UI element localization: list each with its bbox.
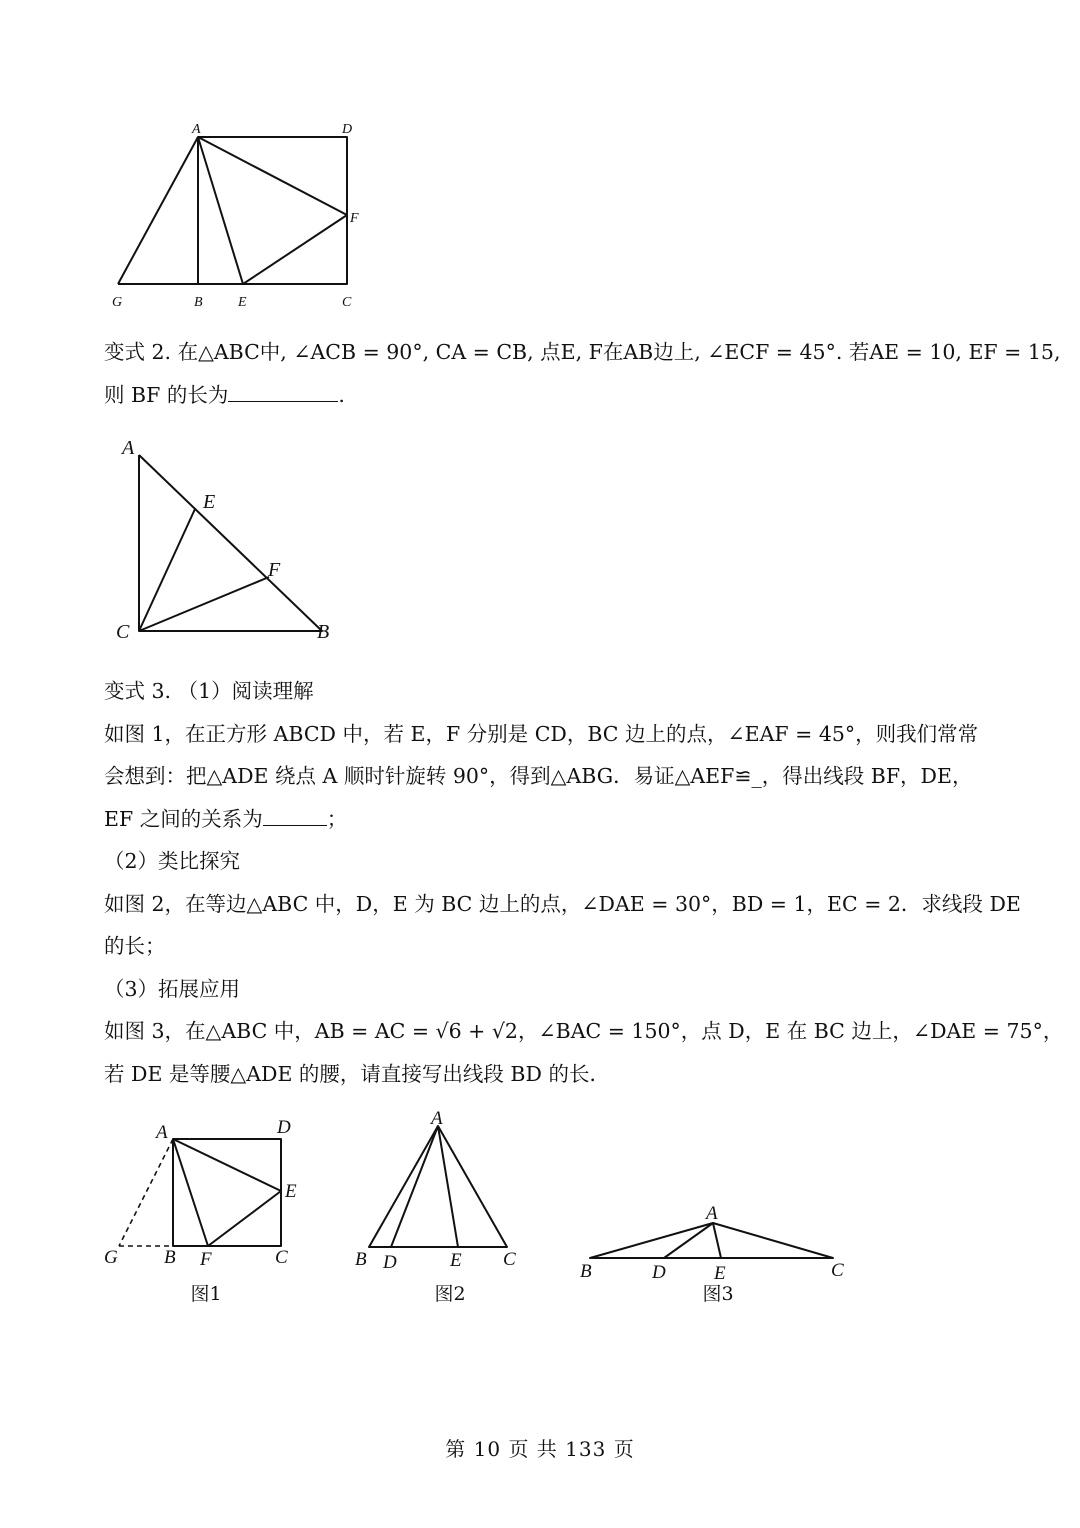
segment-af bbox=[173, 1139, 208, 1246]
figure-3-obtuse-triangle bbox=[570, 1195, 860, 1285]
segment-ce bbox=[139, 509, 195, 631]
figure-1-caption: 图1 bbox=[190, 1283, 222, 1305]
label-e: E bbox=[285, 1181, 297, 1202]
label-b: B bbox=[580, 1261, 592, 1282]
segment-ae bbox=[713, 1223, 721, 1258]
figure-triangle-acb bbox=[110, 432, 350, 647]
label-a: A bbox=[192, 122, 201, 137]
triangle-abc bbox=[369, 1126, 507, 1247]
variant3-p3-line2: 若 DE 是等腰△ADE 的腰，请直接写出线段 BD 的长． bbox=[104, 1062, 610, 1086]
variant3-semicolon: ； bbox=[326, 807, 348, 831]
label-c: C bbox=[342, 295, 352, 310]
label-g: G bbox=[112, 295, 123, 310]
segment-ag-dashed bbox=[119, 1139, 173, 1246]
segment-ef bbox=[243, 215, 347, 284]
variant3-p1-line2: 会想到：把△ADE 绕点 A 顺时针旋转 90°，得到△ABG．易证△AEF≌_，得出线段 BF，DE， bbox=[104, 764, 973, 788]
variant3-p2-line1: 如图 2，在等边△ABC 中，D，E 为 BC 边上的点，∠DAE = 30°，BD = 1，EC = 2．求线段 DE bbox=[104, 892, 1021, 916]
label-f: F bbox=[200, 1249, 212, 1270]
label-f: F bbox=[268, 559, 281, 581]
variant2-period: . bbox=[338, 383, 345, 407]
variant2-question: 则 BF 的长为 bbox=[104, 383, 229, 407]
segment-ag bbox=[118, 137, 198, 284]
label-d: D bbox=[342, 122, 353, 137]
label-d: D bbox=[652, 1262, 666, 1283]
figure-2-equilateral bbox=[345, 1102, 535, 1277]
square-abcd bbox=[173, 1139, 281, 1246]
label-b: B bbox=[164, 1247, 176, 1268]
page-footer: 第 10 页 共 133 页 bbox=[445, 1437, 635, 1461]
label-b: B bbox=[355, 1249, 367, 1270]
answer-blank-relation[interactable] bbox=[263, 805, 327, 826]
variant2-line1: 变式 2. 在△ABC中, ∠ACB = 90°, CA = CB, 点E, F在AB边上, ∠ECF = 45°. 若AE = 10, EF = 15, bbox=[104, 340, 1061, 364]
label-c: C bbox=[503, 1249, 516, 1270]
label-a: A bbox=[431, 1108, 443, 1129]
label-f: F bbox=[350, 211, 359, 226]
label-c: C bbox=[275, 1247, 288, 1268]
segment-fe bbox=[208, 1191, 281, 1246]
figure-square-abcd-top bbox=[100, 115, 380, 320]
segment-af bbox=[198, 137, 347, 215]
segment-ae bbox=[198, 137, 243, 284]
label-c: C bbox=[116, 621, 130, 643]
variant3-relation-question: EF 之间的关系为 bbox=[104, 807, 263, 831]
label-e: E bbox=[714, 1263, 726, 1284]
label-c: C bbox=[831, 1260, 844, 1281]
label-e: E bbox=[238, 295, 247, 310]
label-d: D bbox=[277, 1117, 291, 1138]
label-e: E bbox=[203, 491, 216, 513]
variant3-sub3-heading: （3）拓展应用 bbox=[104, 977, 241, 1001]
figure-3-caption: 图3 bbox=[702, 1283, 734, 1305]
label-d: D bbox=[383, 1252, 397, 1273]
triangle-abc bbox=[590, 1223, 833, 1258]
variant3-sub2-heading: （2）类比探究 bbox=[104, 849, 241, 873]
variant2-line2 bbox=[104, 380, 345, 410]
label-a: A bbox=[156, 1122, 168, 1143]
label-a: A bbox=[706, 1203, 718, 1224]
segment-cf bbox=[139, 577, 269, 631]
label-e: E bbox=[450, 1250, 462, 1271]
label-b: B bbox=[194, 295, 203, 310]
label-g: G bbox=[104, 1247, 118, 1268]
variant3-p2-line2: 的长； bbox=[104, 934, 166, 958]
segment-ad bbox=[664, 1223, 713, 1258]
triangle-acb bbox=[139, 455, 322, 631]
segment-ad bbox=[391, 1126, 438, 1247]
figure-2-caption: 图2 bbox=[434, 1283, 466, 1305]
label-a: A bbox=[122, 437, 135, 459]
answer-blank-bf[interactable] bbox=[228, 381, 338, 402]
variant3-p1-line3 bbox=[104, 804, 347, 834]
variant3-heading: 变式 3. （1）阅读理解 bbox=[104, 679, 314, 703]
figure-1-square bbox=[100, 1112, 340, 1272]
variant3-p1-line1: 如图 1，在正方形 ABCD 中，若 E，F 分别是 CD，BC 边上的点，∠EAF = 45°，则我们常常 bbox=[104, 722, 979, 746]
segment-ae bbox=[173, 1139, 281, 1191]
label-b: B bbox=[317, 621, 330, 643]
variant3-p3-line1: 如图 3，在△ABC 中，AB = AC = √6 + √2，∠BAC = 150°，点 D，E 在 BC 边上，∠DAE = 75°， bbox=[104, 1019, 1064, 1043]
